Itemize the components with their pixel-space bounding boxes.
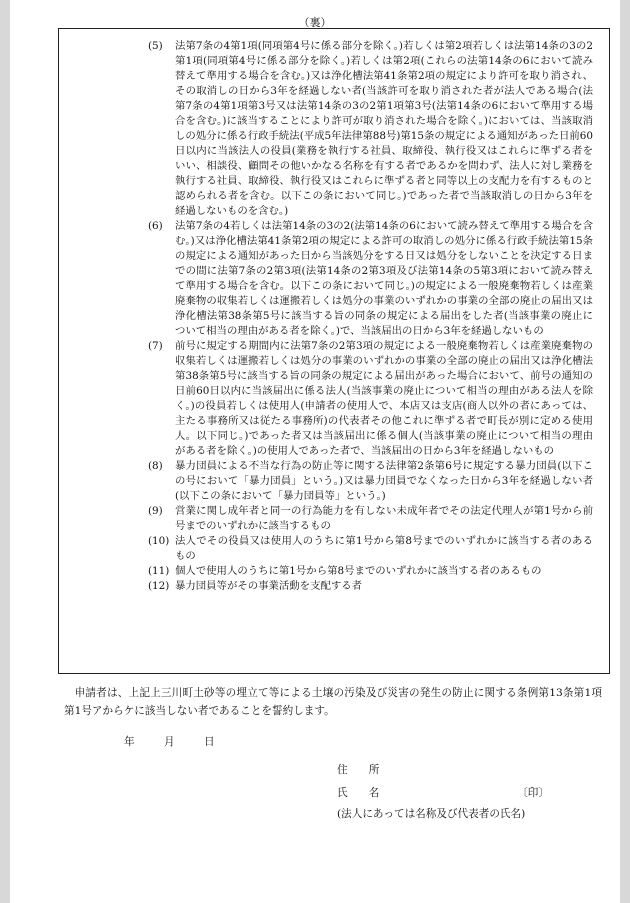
condition-number: (6)	[148, 220, 163, 232]
name-label: 氏 名	[337, 787, 380, 799]
conditions-box	[58, 28, 610, 674]
condition-item	[148, 564, 593, 579]
condition-item	[148, 534, 593, 564]
right-margin-bar	[620, 0, 630, 903]
date-month: 月	[164, 736, 175, 748]
date-day: 日	[204, 736, 215, 748]
condition-text: 個人で使用人のうちに第1号から第8号までのいずれかに該当する者のあるもの	[175, 565, 542, 577]
condition-number: (5)	[148, 40, 163, 52]
condition-number: (7)	[148, 340, 163, 352]
condition-text: 法第7条の4第1項(同項第4号に係る部分を除く。)若しくは第2項若しくは法第14条の3の2第1項(同項第4号に係る部分を除く。)若しくは第2項(これらの法第14条の6において読み替えて準用する場合を含む。)又は浄化槽法第41条第2項の規定により許可を取り消され、その取消しの日から3年を経過しない者(当該許可を取り消された者が法人である場合(法第7条の4第1項第3号又は法第14条の3の2第1項第3号(法第14条の6において準用する場合を含む。)に該当することにより許可が取り消された場合を除く。)においては、当該取消しの処分に係る行政手続法(平成5年法律第88号)第15条の規定による通知があった日前60日以内に当該法人の役員(業務を執行する社員、取締役、執行役又はこれらに準ずる者をいい、相談役、顧問その他いかなる名称を有する者であるかを問わず、法人に対し業務を執行する社員、取締役、執行役又はこれらに準ずる者と同等以上の支配力を有するものと認められる者を含む。以下この条において同じ。)であった者で当該取消しの日から3年を経過しないものを含む。)	[175, 40, 593, 217]
condition-number: (8)	[148, 460, 163, 472]
condition-number: (12)	[148, 580, 170, 592]
condition-item	[148, 579, 593, 594]
condition-text: 営業に関し成年者と同一の行為能力を有しない未成年者でその法定代理人が第1号から前号までのいずれかに該当するもの	[175, 505, 593, 532]
condition-item	[148, 339, 593, 459]
condition-item	[148, 39, 593, 219]
condition-item	[148, 459, 593, 504]
page-side-label: （裏）	[298, 16, 332, 29]
seal-mark: 〔印〕	[517, 787, 549, 799]
conditions-list	[148, 39, 593, 594]
name-line	[337, 785, 549, 800]
corporate-note: (法人にあっては名称及び代表者の氏名)	[337, 808, 526, 820]
condition-text: 法人でその役員又は使用人のうちに第1号から第8号までのいずれかに該当する者のあるもの	[175, 535, 593, 562]
date-year: 年	[124, 736, 135, 748]
condition-text: 暴力団員による不当な行為の防止等に関する法律第2条第6号に規定する暴力団員(以下この号において「暴力団員」という。)又は暴力団員でなくなった日から3年を経過しない者(以下この条において「暴力団員等」という。)	[175, 460, 593, 502]
condition-text: 暴力団員等がその事業活動を支配する者	[175, 580, 363, 592]
condition-item	[148, 219, 593, 339]
address-label: 住 所	[337, 764, 380, 776]
condition-number: (9)	[148, 505, 163, 517]
condition-item	[148, 504, 593, 534]
date-line	[124, 734, 244, 749]
condition-number: (10)	[148, 535, 170, 547]
condition-number: (11)	[148, 565, 170, 577]
condition-text: 法第7条の4若しくは法第14条の3の2(法第14条の6において読み替えて準用する場合を含む。)又は浄化槽法第41条第2項の規定による許可の取消しの処分に係る行政手続法第15条の規定による通知があった日から当該処分をする日又は処分をしないことを決定する日までの間に法第7条の2第3項(法第14条の2第3項及び法第14条の5第3項において読み替えて準用する場合を含む。以下この条において同じ。)の規定による一般廃棄物若しくは産業廃棄物の収集若しくは運搬若しくは処分の事業のいずれかの事業の全部の廃止の届出又は浄化槽法第38条第5号に該当する旨の同条の規定による届出をした者(当該事業の廃止について相当の理由がある者を除く。)で、当該届出の日から3年を経過しないもの	[175, 220, 593, 337]
declaration-text: 申請者は、上記上三川町土砂等の埋立て等による土壌の汚染及び災害の発生の防止に関する条例第13条第1項第1号アからケに該当しない者であることを誓約します。	[64, 687, 602, 717]
left-margin-bar	[0, 0, 10, 903]
condition-text: 前号に規定する期間内に法第7条の2第3項の規定による一般廃棄物若しくは産業廃棄物の収集若しくは運搬若しくは処分の事業のいずれかの事業の全部の廃止の届出又は浄化槽法第38条第5号に該当する旨の同条の規定による届出があった場合において、前号の通知の日前60日以内に当該届出に係る法人(当該事業の廃止について相当の理由がある法人を除く。)の役員若しくは使用人(申請者の使用人で、本店又は支店(商人以外の者にあっては、主たる事務所又は従たる事務所)の代表者その他これに準ずる者で町長が別に定める使用人。以下同じ。)であった者又は当該届出に係る個人(当該事業の廃止について相当の理由がある者を除く。)の使用人であった者で、当該届出の日から3年を経過しないもの	[175, 340, 593, 457]
